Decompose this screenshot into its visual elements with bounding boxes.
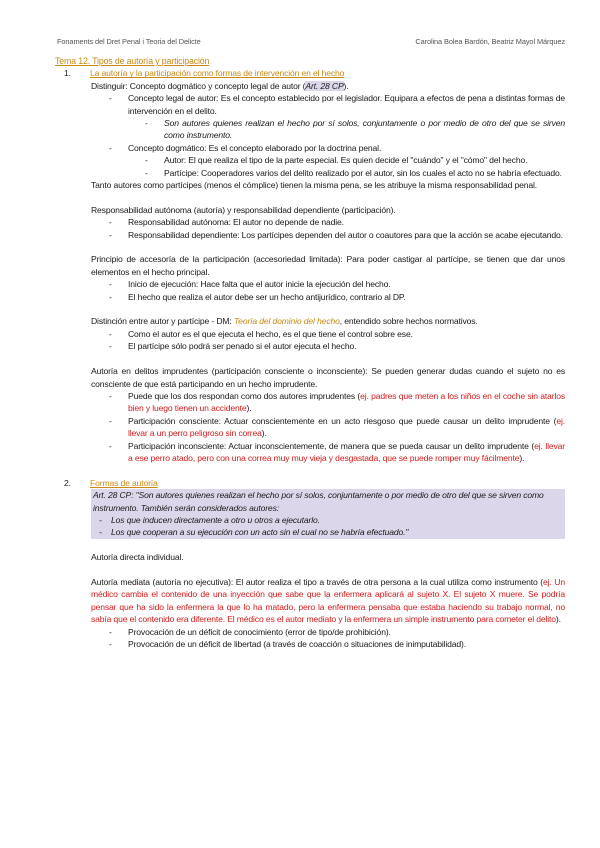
list-item: - Inicio de ejecución: Hace falta que el autor inicie la ejecución del hecho.	[109, 279, 391, 290]
art28-quote: Art. 28 CP: "Son autores quienes realizan el hecho por sí solos, conjuntamente o por medio de otro del que se sirven como instrumento. También serán considerados autores:	[93, 490, 544, 513]
tanto-paragraph: Tanto autores como partícipes (menos el cómplice) tienen la misma pena, se les atribuye la misma responsabilidad penal.	[91, 180, 537, 191]
section-2-heading	[55, 477, 565, 489]
section-1-number: 1.	[64, 68, 71, 79]
autoria-mediata: Autoría mediata (autoría no ejecutiva): El autor realiza el tipo a través de otra persona a la cual utiliza como instrumento (ej. Un médico cambia el contenido de una inyección que sabe que la enfermera aplicará al sujeto X. El sujeto X muere. Se podría pensar que ha sido la enfermera la que lo ha matado, pero la enfermera pensaba que estaba haciendo su trabajo normal, no sabía que el contenido era diferente. El médico es el autor mediato y la enfermera un simple instrumento para cometer el delito).	[91, 576, 565, 625]
list-item: - Responsabilidad dependiente: Los partícipes dependen del autor o coautores para que la acción se acabe ejecutando.	[109, 229, 563, 240]
section-2-title: Formas de autoría	[90, 477, 158, 488]
example-text: ej. padres que meten a los niños en el coche sin atarlos bien y luego tienen un accidente	[128, 390, 565, 414]
list-item: - Participación inconsciente: Actuar inconscientemente, de manera que se pueda causar un delito imprudente (ej. llevar a ese perro atado, pero con una correa muy muy vieja y desgastada, que se puede romper muy fácilmente).	[109, 440, 565, 463]
list-item: - Responsabilidad autónoma: El autor no depende de nadie.	[109, 217, 344, 228]
autor-definition: Autor: El que realiza el tipo de la parte especial. Es quien decide el "cuándo" y el "cómo" del hecho.	[164, 155, 528, 166]
particip-definition: Partícipe: Cooperadores varios del delito realizado por el autor, sin los cuales el acto no se habría efectuado.	[164, 167, 562, 178]
section-1-title: La autoría y la participación como formas de intervención en el hecho	[90, 68, 345, 79]
list-item: - Concepto legal de autor: Es el concepto establecido por el legislador. Equipara a efectos de pena a distintas formas de intervención en el delito.	[109, 93, 565, 116]
resp-heading: Responsabilidad autónoma (autoría) y responsabilidad dependiente (participación).	[91, 204, 396, 215]
list-item: - Provocación de un déficit de conocimiento (error de tipo/de prohibición).	[109, 626, 391, 637]
header-course: Fonaments del Dret Penal i Teoria del Delicte	[57, 37, 201, 46]
distinguir-end: ).	[343, 80, 349, 91]
distinguir-line	[55, 80, 565, 92]
legal-concept: Concepto legal de autor: Es el concepto establecido por el legislador. Equipara a efectos de pena a distintas formas de intervención en el delito.	[128, 93, 565, 116]
list-item: - Son autores quienes realizan el hecho por sí solos, conjuntamente o por medio de otro del que se sirven como instrumento.	[145, 118, 565, 141]
list-item: - Concepto dogmático: Es el concepto elaborado por la doctrina penal.	[55, 142, 565, 154]
dogmatic-concept: Concepto dogmático: Es el concepto elaborado por la doctrina penal.	[128, 142, 382, 153]
art28-quote-box	[91, 489, 565, 539]
autoria-directa: Autoría directa individual.	[91, 552, 184, 563]
list-item: - El partícipe sólo podrá ser penado si el autor ejecuta el hecho.	[109, 341, 357, 352]
example-text: ej. llevar a un perro peligroso sin correa	[128, 415, 565, 439]
list-item: - Puede que los dos respondan como dos autores imprudentes (ej. padres que meten a los niños en el coche sin atarlos bien y luego tienen un accidente).	[109, 390, 565, 414]
topic-title: Tema 12. Tipos de autoría y participación	[55, 56, 210, 66]
list-item: - Provocación de un déficit de libertad (a través de coacción o situaciones de inimputabilidad).	[109, 638, 466, 649]
example-text: ej. Un médico cambia el contenido de una inyección que sabe que la enfermera aplicará al sujeto X. El sujeto X muere. Se podría pensar que ha sido la enfermera la que lo ha matado, pero la enfermera pensaba que estaba haciendo su trabajo normal, no sabía que el contenido era diferente. El médico es el autor mediato y la enfermera un simple instrumento para cometer el delito	[91, 576, 565, 625]
header-authors: Carolina Bolea Bardón, Beatriz Mayol Márquez	[415, 37, 565, 46]
list-item: - Partícipe: Cooperadores varios del delito realizado por el autor, sin los cuales el acto no se habría efectuado.	[55, 167, 565, 179]
document-body	[55, 55, 565, 650]
list-item: - Los que cooperan a su ejecución con un acto sin el cual no se habría efectuado."	[99, 527, 409, 538]
example-text: ej. llevar a ese perro atado, pero con una correa muy muy vieja y desgastada, que se puede romper muy fácilmente	[128, 440, 565, 463]
list-item: - Como el autor es el que ejecuta el hecho, es el que tiene el control sobre ese.	[109, 328, 413, 339]
art28-ref: Art. 28 CP	[305, 80, 344, 91]
teoria-dominio: Teoría del dominio del hecho	[233, 316, 340, 327]
distinguir-text: Distinguir: Concepto dogmático y concepto legal de autor (	[91, 80, 306, 91]
list-item: - Los que inducen directamente a otro u otros a ejecutarlo.	[99, 514, 320, 525]
list-item: - Autor: El que realiza el tipo de la parte especial. Es quien decide el "cuándo" y el "cómo" del hecho.	[55, 154, 565, 166]
legal-concept-quote: Son autores quienes realizan el hecho por sí solos, conjuntamente o por medio de otro del que se sirven como instrumento.	[164, 118, 565, 141]
principio-heading: Principio de accesoría de la participación (accesoriedad limitada): Para poder castigar al partícipe, se tienen que dar unos elementos en el hecho principal.	[91, 254, 565, 277]
section-2-number: 2.	[64, 477, 71, 488]
list-item: - Participación consciente: Actuar conscientemente en un acto riesgoso que puede causar un delito imprudente (ej. llevar a un perro peligroso sin correa).	[109, 415, 565, 439]
distincion-heading: Distinción entre autor y partícipe - DM: Teoría del dominio del hecho, entendido sobre hechos normativos.	[91, 316, 478, 327]
list-item: - El hecho que realiza el autor debe ser un hecho antijurídico, contrario al DP.	[109, 291, 406, 302]
imprudentes-heading: Autoría en delitos imprudentes (participación consciente o inconsciente): Se pueden generar dudas cuando el sujeto no es consciente de que está participando en un hecho imprudente.	[91, 366, 565, 389]
section-1-heading	[55, 67, 565, 79]
